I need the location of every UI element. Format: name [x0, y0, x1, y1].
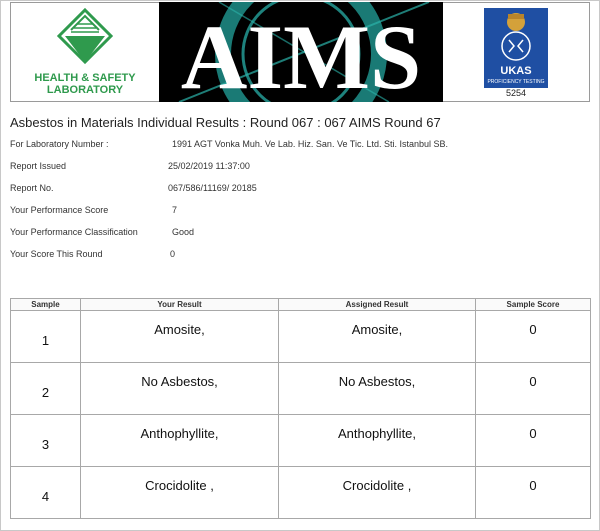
aims-logo-text: AIMS: [180, 6, 422, 102]
sample-score: 0: [476, 311, 591, 363]
table-row: [11, 415, 591, 467]
report-issued-value: 25/02/2019 11:37:00: [168, 161, 250, 171]
hsl-emblem-icon: [57, 8, 113, 68]
header-banner: [10, 2, 590, 102]
sample-score: 0: [476, 363, 591, 415]
ukas-badge-text: UKAS: [500, 65, 532, 77]
your-result: No Asbestos,: [81, 363, 279, 415]
sample-number: 2: [11, 363, 81, 415]
sample-score-column-header: Sample Score: [476, 299, 591, 311]
your-result: Anthophyllite,: [81, 415, 279, 467]
your-result: Amosite,: [81, 311, 279, 363]
lab-number-value: 1991 AGT Vonka Muh. Ve Lab. Hiz. San. Ve Tic. Ltd. Sti. Istanbul SB.: [172, 139, 448, 149]
ukas-badge-subtext: PROFICIENCY TESTING: [487, 79, 545, 85]
score-this-round-value: 0: [170, 249, 176, 259]
assigned-result: Amosite,: [279, 311, 476, 363]
hsl-logo-line1: HEALTH & SAFETY: [34, 72, 136, 84]
assigned-result: Crocidolite ,: [279, 467, 476, 519]
table-row: [11, 467, 591, 519]
table-header-row: [11, 299, 591, 311]
your-result: Crocidolite ,: [81, 467, 279, 519]
lab-number-label: For Laboratory Number :: [10, 139, 109, 149]
assigned-result-column-header: Assigned Result: [279, 299, 476, 311]
performance-score-label: Your Performance Score: [10, 205, 109, 215]
performance-classification-value: Good: [172, 227, 195, 237]
report-title: Asbestos in Materials Individual Results : Round 067 : 067 AIMS Round 67: [10, 115, 441, 130]
hsl-logo: [11, 3, 159, 101]
assigned-result: Anthophyllite,: [279, 415, 476, 467]
report-issued-label: Report Issued: [10, 161, 67, 171]
performance-classification-label: Your Performance Classification: [10, 227, 138, 237]
sample-number: 1: [11, 311, 81, 363]
hsl-logo-line2: LABORATORY: [46, 84, 124, 96]
report-no-value: 067/586/11169/ 20185: [168, 183, 257, 193]
sample-score: 0: [476, 415, 591, 467]
report-no-label: Report No.: [10, 183, 54, 193]
results-table: [10, 298, 591, 519]
sample-number: 4: [11, 467, 81, 519]
sample-number: 3: [11, 415, 81, 467]
ukas-logo: [443, 3, 589, 101]
sample-score: 0: [476, 467, 591, 519]
performance-score-value: 7: [172, 205, 178, 215]
ukas-badge-icon: [484, 8, 548, 88]
aims-logo: [159, 2, 443, 102]
table-row: [11, 363, 591, 415]
your-result-column-header: Your Result: [81, 299, 279, 311]
assigned-result: No Asbestos,: [279, 363, 476, 415]
aims-emblem-icon: [159, 2, 443, 102]
ukas-number: 5254: [505, 88, 527, 98]
table-row: [11, 311, 591, 363]
sample-column-header: Sample: [11, 299, 81, 311]
score-this-round-label: Your Score This Round: [10, 249, 103, 259]
